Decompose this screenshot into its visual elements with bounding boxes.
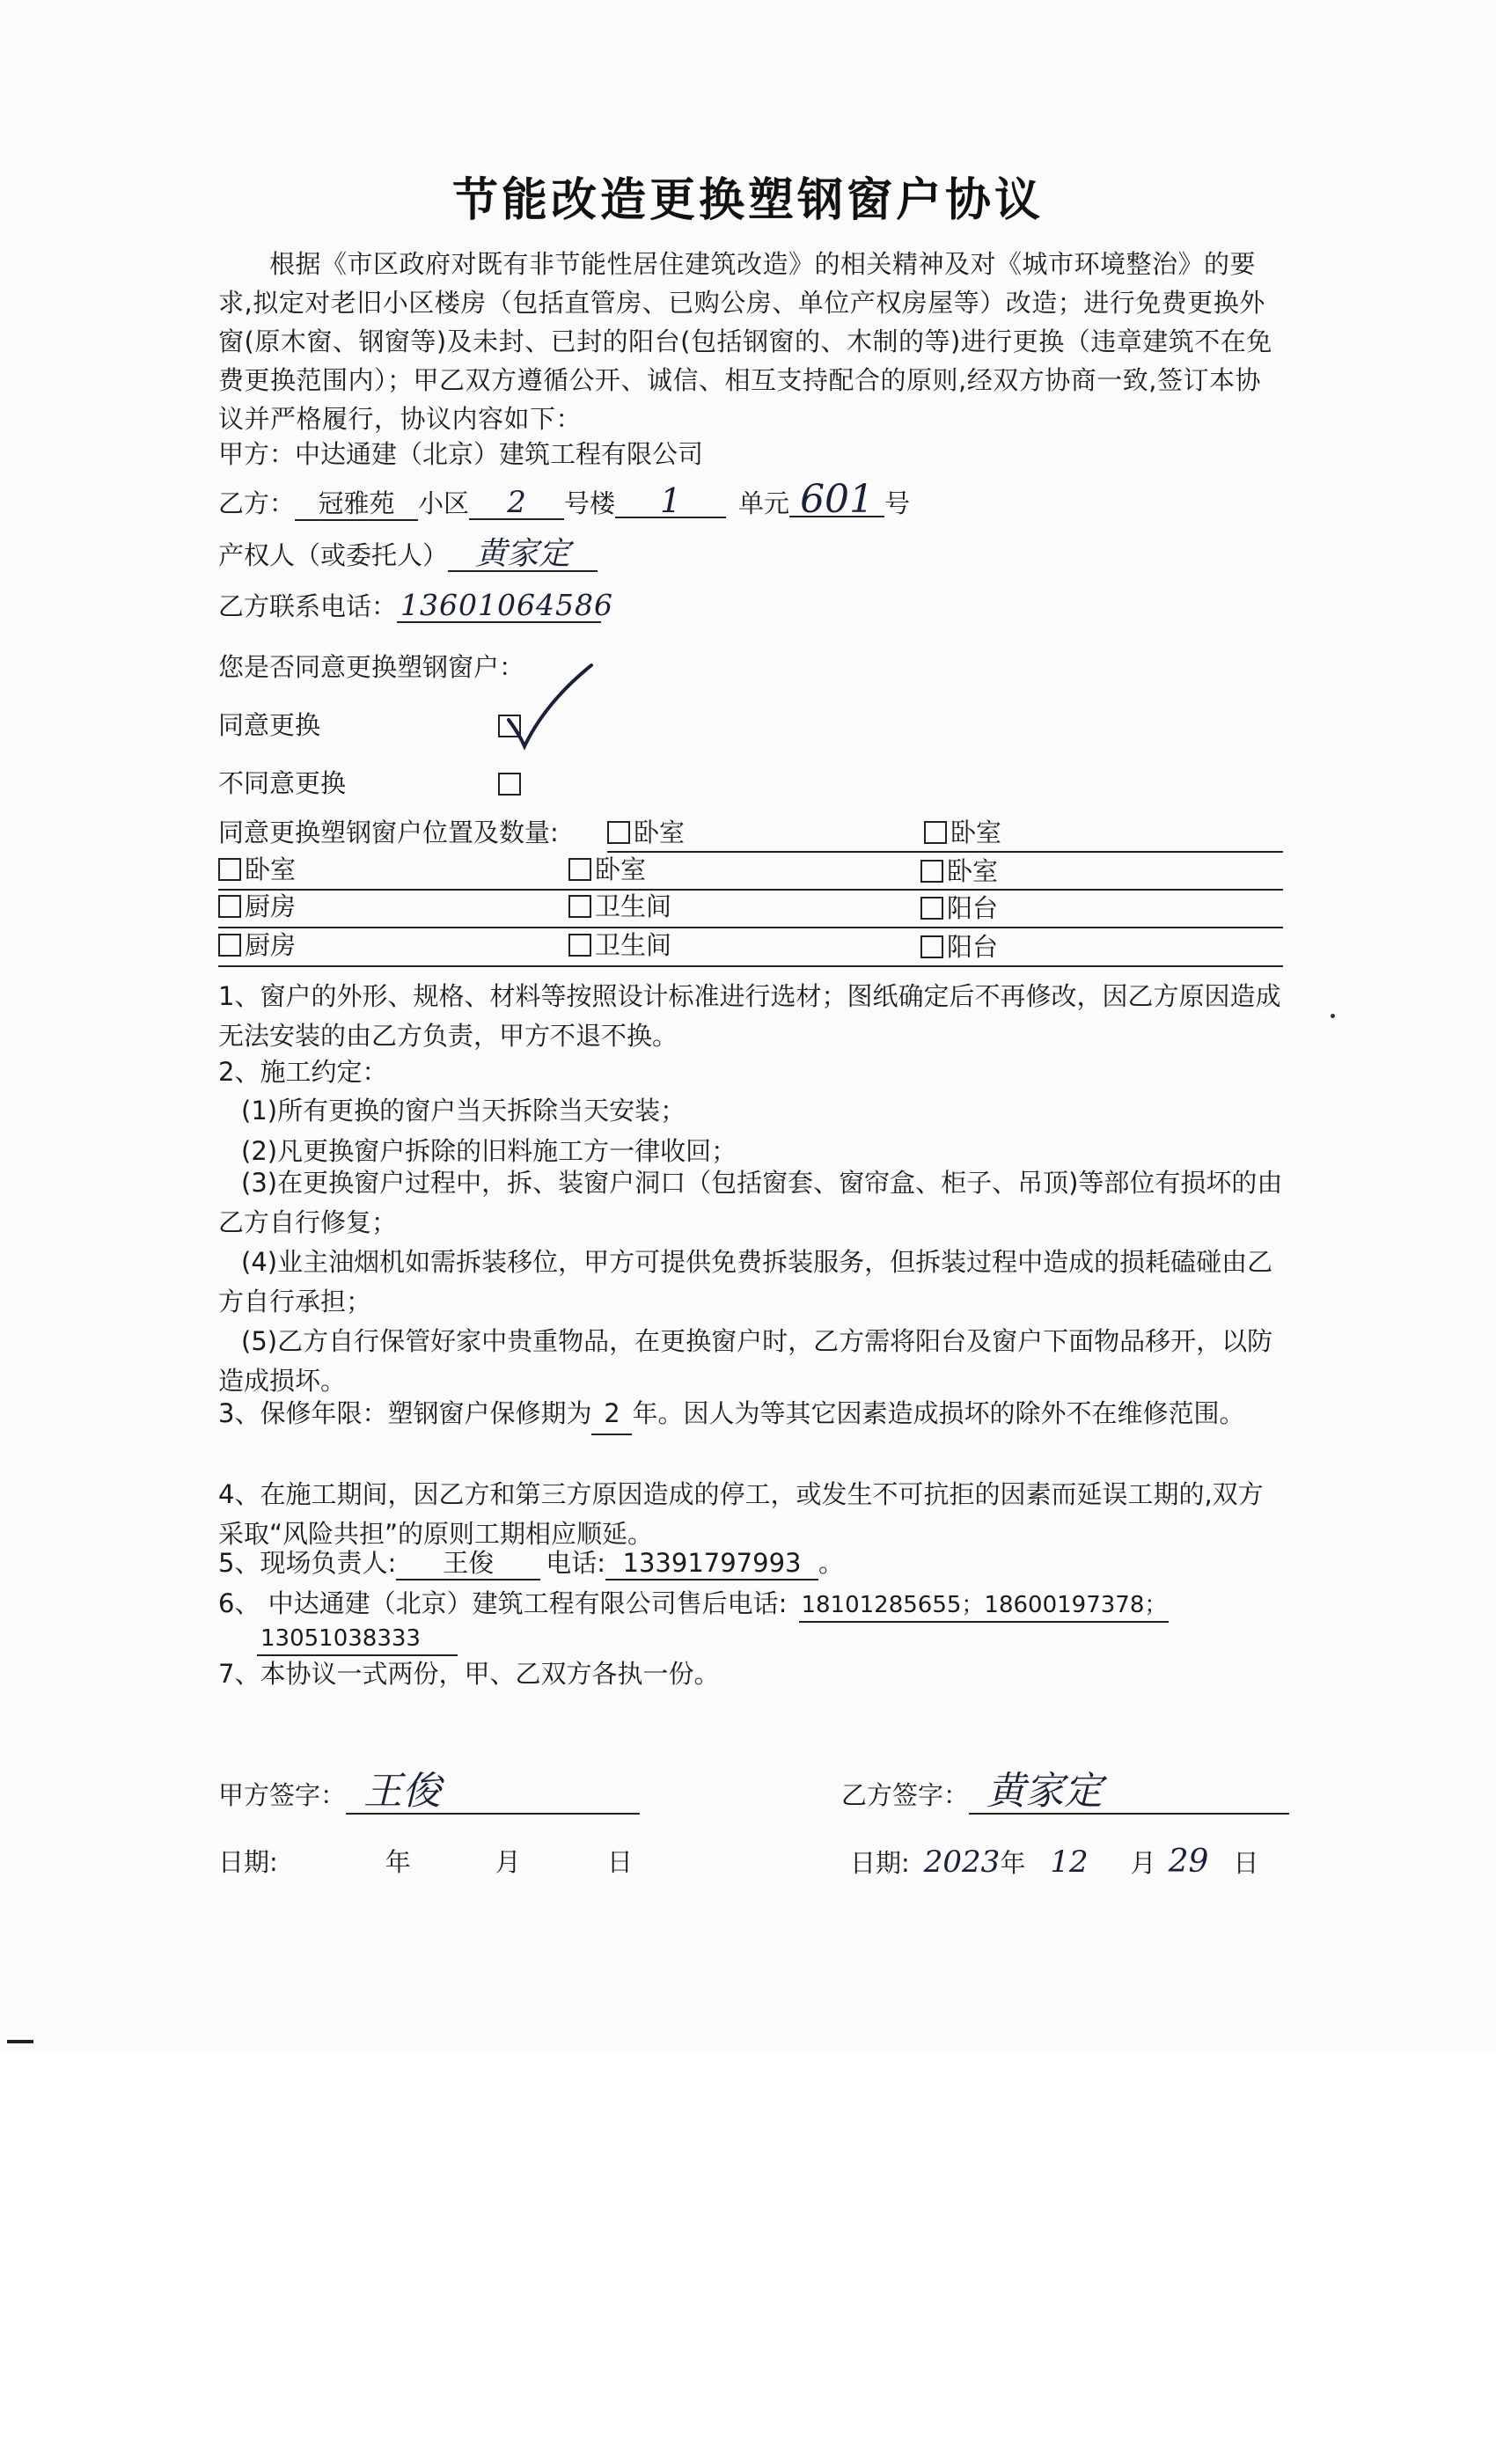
table-rule-1 xyxy=(607,851,1283,853)
warranty-years-field[interactable]: 2 xyxy=(591,1394,632,1435)
intro-paragraph xyxy=(218,245,1283,438)
position-r2-c3[interactable] xyxy=(920,855,998,887)
party-b-date-line xyxy=(850,1846,1258,1879)
room-field[interactable]: 601 xyxy=(789,484,884,517)
position-checkbox[interactable] xyxy=(218,858,241,881)
party-b-date-day: 日 xyxy=(1233,1848,1259,1878)
site-manager-field[interactable]: 王俊 xyxy=(396,1547,540,1580)
party-a-line: 甲方：中达通建（北京）建筑工程有限公司 xyxy=(218,439,704,469)
position-checkbox[interactable] xyxy=(920,860,943,883)
position-label: 厨房 xyxy=(245,891,297,921)
scan-mark xyxy=(1331,1014,1335,1018)
clause-5-end: 。 xyxy=(818,1548,845,1578)
building-field[interactable]: 2 xyxy=(469,487,564,520)
clause-1: 1、窗户的外形、规格、材料等按照设计标准进行选材；图纸确定后不再修改，因乙方原因造成无法安装的由乙方负责，甲方不退不换。 xyxy=(218,981,1281,1051)
position-label: 阳台 xyxy=(947,893,999,923)
position-checkbox[interactable] xyxy=(568,858,591,881)
position-checkbox[interactable] xyxy=(920,935,943,958)
clause-6 xyxy=(218,1588,1169,1623)
clause-5 xyxy=(218,1547,844,1580)
party-a-signature[interactable]: 王俊 xyxy=(346,1771,640,1815)
position-checkbox[interactable] xyxy=(568,895,591,918)
clause-3-post: 年。因人为等其它因素造成损坏的除外不在维修范围。 xyxy=(632,1398,1245,1428)
phone-label: 乙方联系电话： xyxy=(218,591,398,621)
document-title: 节能改造更换塑钢窗户协议 xyxy=(451,174,1044,227)
consent-question: 您是否同意更换塑钢窗户： xyxy=(218,652,525,682)
position-label: 厨房 xyxy=(245,930,297,960)
checkmark-icon xyxy=(503,658,600,755)
scan-mark xyxy=(7,2040,33,2043)
phone-line xyxy=(218,588,613,623)
party-b-date-year-value[interactable]: 2023 xyxy=(923,1844,1001,1880)
position-r3-c2[interactable] xyxy=(568,891,671,922)
position-checkbox[interactable] xyxy=(607,821,630,844)
owner-line xyxy=(218,536,598,572)
community-field[interactable]: 冠雅苑 xyxy=(295,488,418,521)
building-suffix: 号楼 xyxy=(564,488,616,518)
site-phone-field[interactable]: 13391797993 xyxy=(605,1547,818,1580)
party-b-sign-label: 乙方签字： xyxy=(841,1780,970,1810)
position-label: 卧室 xyxy=(947,856,999,886)
party-a-sign-label: 甲方签字： xyxy=(218,1780,347,1810)
owner-label: 产权人（或委托人） xyxy=(218,540,449,570)
clause-7: 7、本协议一式两份，甲、乙双方各执一份。 xyxy=(218,1659,720,1689)
unit-suffix: 单元 xyxy=(738,488,790,518)
party-a-date-label: 日期: xyxy=(218,1847,278,1877)
position-checkbox[interactable] xyxy=(920,897,943,920)
positions-label: 同意更换塑钢窗户位置及数量: xyxy=(218,818,559,847)
position-label: 卫生间 xyxy=(595,930,672,960)
clause-5-mid: 电话: xyxy=(546,1548,606,1578)
position-r3-c1[interactable] xyxy=(218,891,296,922)
community-suffix: 小区 xyxy=(418,488,470,518)
clause-3 xyxy=(218,1394,1283,1435)
table-rule-3 xyxy=(218,927,1283,928)
position-r4-c3[interactable] xyxy=(920,931,998,963)
position-checkbox[interactable] xyxy=(218,895,241,918)
unit-field[interactable]: 1 xyxy=(615,485,726,518)
phone-field[interactable]: 13601064586 xyxy=(397,590,601,623)
clause-6-pre: 6、 中达通建（北京）建筑工程有限公司售后电话: xyxy=(218,1588,788,1618)
agree-label: 同意更换 xyxy=(218,710,321,740)
party-a-date-line xyxy=(218,1846,633,1878)
party-b-date-year: 年 xyxy=(1000,1848,1026,1878)
party-b-date-day-value[interactable]: 29 xyxy=(1168,1844,1209,1880)
position-r2-c2[interactable] xyxy=(568,854,646,885)
position-r4-c2[interactable] xyxy=(568,929,671,961)
clause-2-1: (1)所有更换的窗户当天拆除当天安装； xyxy=(241,1096,686,1126)
room-suffix: 号 xyxy=(884,488,911,518)
position-checkbox[interactable] xyxy=(924,821,947,844)
position-r3-c3[interactable] xyxy=(920,892,998,924)
clause-6-cont xyxy=(257,1621,458,1656)
position-r4-c1[interactable] xyxy=(218,929,296,961)
position-r2-c1[interactable] xyxy=(218,854,296,885)
aftersales-phone-3: 13051038333 xyxy=(257,1623,458,1656)
party-b-date-label: 日期: xyxy=(850,1848,910,1878)
position-label: 卫生间 xyxy=(595,891,672,921)
position-checkbox[interactable] xyxy=(218,934,241,957)
position-r1-c2[interactable] xyxy=(924,817,1001,848)
position-checkbox[interactable] xyxy=(568,934,591,957)
party-a-date-year[interactable]: 年 xyxy=(385,1847,411,1877)
position-label: 阳台 xyxy=(947,932,999,962)
table-rule-2 xyxy=(218,889,1283,891)
position-label: 卧室 xyxy=(245,854,297,884)
party-a-signature-line xyxy=(218,1771,640,1815)
clause-2-3: (3)在更换窗户过程中，拆、装窗户洞口（包括窗套、窗帘盒、柜子、吊顶)等部位有损坏的由乙方自行修复； xyxy=(218,1168,1283,1237)
aftersales-phones-field: 18101285655；18600197378； xyxy=(799,1589,1169,1623)
disagree-label: 不同意更换 xyxy=(218,768,347,798)
position-r1-c1[interactable] xyxy=(607,817,685,848)
clause-2-5: (5)乙方自行保管好家中贵重物品，在更换窗户时，乙方需将阳台及窗户下面物品移开，以防造成损坏。 xyxy=(218,1326,1273,1396)
position-label: 卧室 xyxy=(595,854,647,884)
disagree-checkbox[interactable] xyxy=(498,773,521,796)
party-b-signature[interactable]: 黄家定 xyxy=(969,1771,1289,1815)
clause-3-pre: 3、保修年限：塑钢窗户保修期为 xyxy=(218,1398,592,1428)
intro-text: 根据《市区政府对既有非节能性居住建筑改造》的相关精神及对《城市环境整治》的要求,拟定对老旧小区楼房（包括直管房、已购公房、单位产权房屋等）改造；进行免费更换外窗(原木窗、钢窗等)及未封、已封的阳台(包括钢窗的、木制的等)进行更换（违章建筑不在免费更换范围内）；甲乙双方遵循公开、诚信、相互支持配合的原则,经双方协商一致,签订本协议并严格履行，协议内容如下： xyxy=(218,249,1272,434)
clause-5-pre: 5、现场负责人: xyxy=(218,1548,397,1578)
position-label: 卧室 xyxy=(950,818,1002,847)
party-b-signature-line xyxy=(841,1771,1289,1815)
table-rule-4 xyxy=(218,965,1283,967)
party-a-date-month[interactable]: 月 xyxy=(495,1847,521,1877)
clause-2-2: (2)凡更换窗户拆除的旧料施工方一律收回； xyxy=(241,1136,737,1166)
position-label: 卧室 xyxy=(634,818,686,847)
party-b-date-month-value[interactable]: 12 xyxy=(1050,1844,1089,1880)
party-b-date-month: 月 xyxy=(1130,1848,1156,1878)
party-b-label: 乙方： xyxy=(218,488,296,518)
party-a-date-day[interactable]: 日 xyxy=(606,1847,633,1877)
clause-2-4: (4)业主油烟机如需拆装移位，甲方可提供免费拆装服务，但拆装过程中造成的损耗磕碰由乙方自行承担； xyxy=(218,1247,1273,1316)
owner-field[interactable]: 黄家定 xyxy=(448,539,598,572)
clause-2: 2、施工约定： xyxy=(218,1057,388,1087)
clause-4: 4、在施工期间，因乙方和第三方原因造成的停工，或发生不可抗拒的因素而延误工期的,双方采取“风险共担”的原则工期相应顺延。 xyxy=(218,1479,1264,1549)
party-b-line xyxy=(218,477,911,522)
